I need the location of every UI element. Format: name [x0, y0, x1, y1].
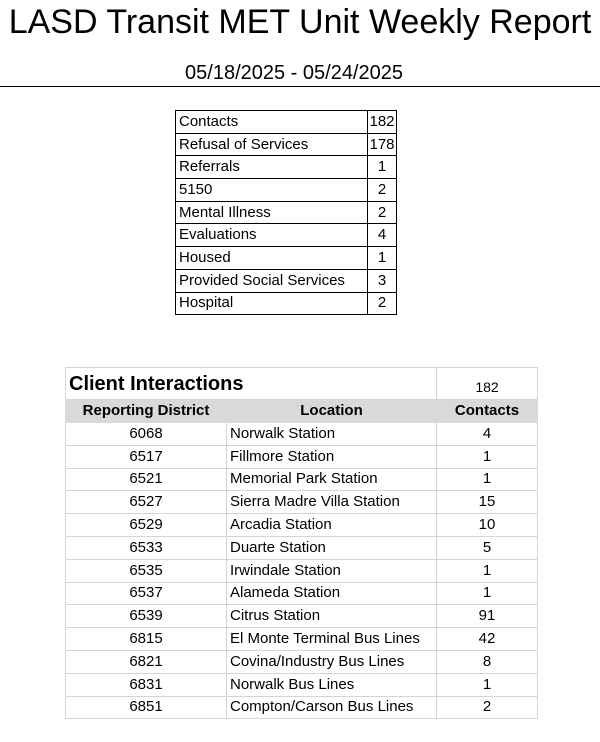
table-row — [66, 650, 538, 673]
district-cell: 6527 — [66, 491, 227, 514]
summary-value: 2 — [368, 292, 397, 315]
date-range: 05/18/2025 - 05/24/2025 — [185, 62, 403, 84]
summary-row — [176, 292, 397, 315]
contacts-cell: 42 — [437, 628, 538, 651]
location-cell: Covina/Industry Bus Lines — [227, 650, 437, 673]
summary-value: 1 — [368, 247, 397, 270]
summary-label: Refusal of Services — [176, 133, 368, 156]
table-row — [66, 605, 538, 628]
header-location: Location — [227, 400, 437, 423]
header-contacts: Contacts — [437, 400, 538, 423]
summary-table-body — [176, 111, 397, 315]
table-row — [66, 536, 538, 559]
summary-row — [176, 247, 397, 270]
summary-label: Evaluations — [176, 224, 368, 247]
district-cell: 6831 — [66, 673, 227, 696]
summary-row — [176, 269, 397, 292]
summary-label: Mental Illness — [176, 201, 368, 224]
location-cell: Alameda Station — [227, 582, 437, 605]
table-row — [66, 673, 538, 696]
contacts-cell: 1 — [437, 468, 538, 491]
summary-table — [175, 110, 397, 315]
district-cell: 6851 — [66, 696, 227, 719]
summary-row — [176, 179, 397, 202]
summary-value: 2 — [368, 179, 397, 202]
district-cell: 6535 — [66, 559, 227, 582]
location-cell: Citrus Station — [227, 605, 437, 628]
district-cell: 6539 — [66, 605, 227, 628]
district-cell: 6815 — [66, 628, 227, 651]
contacts-cell: 1 — [437, 582, 538, 605]
location-cell: Memorial Park Station — [227, 468, 437, 491]
client-interactions-body — [66, 368, 538, 719]
summary-label: Contacts — [176, 111, 368, 134]
client-interactions-table — [65, 367, 538, 719]
client-interactions-title: Client Interactions — [66, 368, 437, 400]
location-cell: Fillmore Station — [227, 445, 437, 468]
table-row — [66, 696, 538, 719]
location-cell: Norwalk Station — [227, 423, 437, 446]
summary-row — [176, 156, 397, 179]
contacts-cell: 8 — [437, 650, 538, 673]
summary-label: 5150 — [176, 179, 368, 202]
summary-value: 182 — [368, 111, 397, 134]
district-cell: 6521 — [66, 468, 227, 491]
district-cell: 6068 — [66, 423, 227, 446]
contacts-cell: 1 — [437, 673, 538, 696]
summary-value: 1 — [368, 156, 397, 179]
district-cell: 6537 — [66, 582, 227, 605]
district-cell: 6533 — [66, 536, 227, 559]
location-cell: El Monte Terminal Bus Lines — [227, 628, 437, 651]
client-interactions-header-row — [66, 400, 538, 423]
client-interactions-total: 182 — [437, 368, 538, 400]
contacts-cell: 2 — [437, 696, 538, 719]
summary-row — [176, 111, 397, 134]
summary-row — [176, 201, 397, 224]
contacts-cell: 4 — [437, 423, 538, 446]
table-row — [66, 468, 538, 491]
contacts-cell: 1 — [437, 445, 538, 468]
summary-value: 2 — [368, 201, 397, 224]
contacts-cell: 5 — [437, 536, 538, 559]
contacts-cell: 1 — [437, 559, 538, 582]
table-row — [66, 514, 538, 537]
summary-row — [176, 133, 397, 156]
summary-label: Referrals — [176, 156, 368, 179]
table-row — [66, 559, 538, 582]
district-cell: 6529 — [66, 514, 227, 537]
summary-value: 178 — [368, 133, 397, 156]
summary-label: Housed — [176, 247, 368, 270]
location-cell: Irwindale Station — [227, 559, 437, 582]
table-row — [66, 423, 538, 446]
location-cell: Duarte Station — [227, 536, 437, 559]
district-cell: 6821 — [66, 650, 227, 673]
district-cell: 6517 — [66, 445, 227, 468]
contacts-cell: 15 — [437, 491, 538, 514]
table-row — [66, 445, 538, 468]
contacts-cell: 10 — [437, 514, 538, 537]
summary-value: 3 — [368, 269, 397, 292]
report-title: LASD Transit MET Unit Weekly Report — [8, 3, 592, 41]
location-cell: Sierra Madre Villa Station — [227, 491, 437, 514]
table-row — [66, 582, 538, 605]
location-cell: Arcadia Station — [227, 514, 437, 537]
summary-row — [176, 224, 397, 247]
location-cell: Norwalk Bus Lines — [227, 673, 437, 696]
title-divider — [0, 86, 600, 87]
location-cell: Compton/Carson Bus Lines — [227, 696, 437, 719]
summary-value: 4 — [368, 224, 397, 247]
summary-label: Provided Social Services — [176, 269, 368, 292]
header-reporting-district: Reporting District — [66, 400, 227, 423]
table-row — [66, 628, 538, 651]
client-interactions-title-row — [66, 368, 538, 400]
table-row — [66, 491, 538, 514]
summary-label: Hospital — [176, 292, 368, 315]
contacts-cell: 91 — [437, 605, 538, 628]
